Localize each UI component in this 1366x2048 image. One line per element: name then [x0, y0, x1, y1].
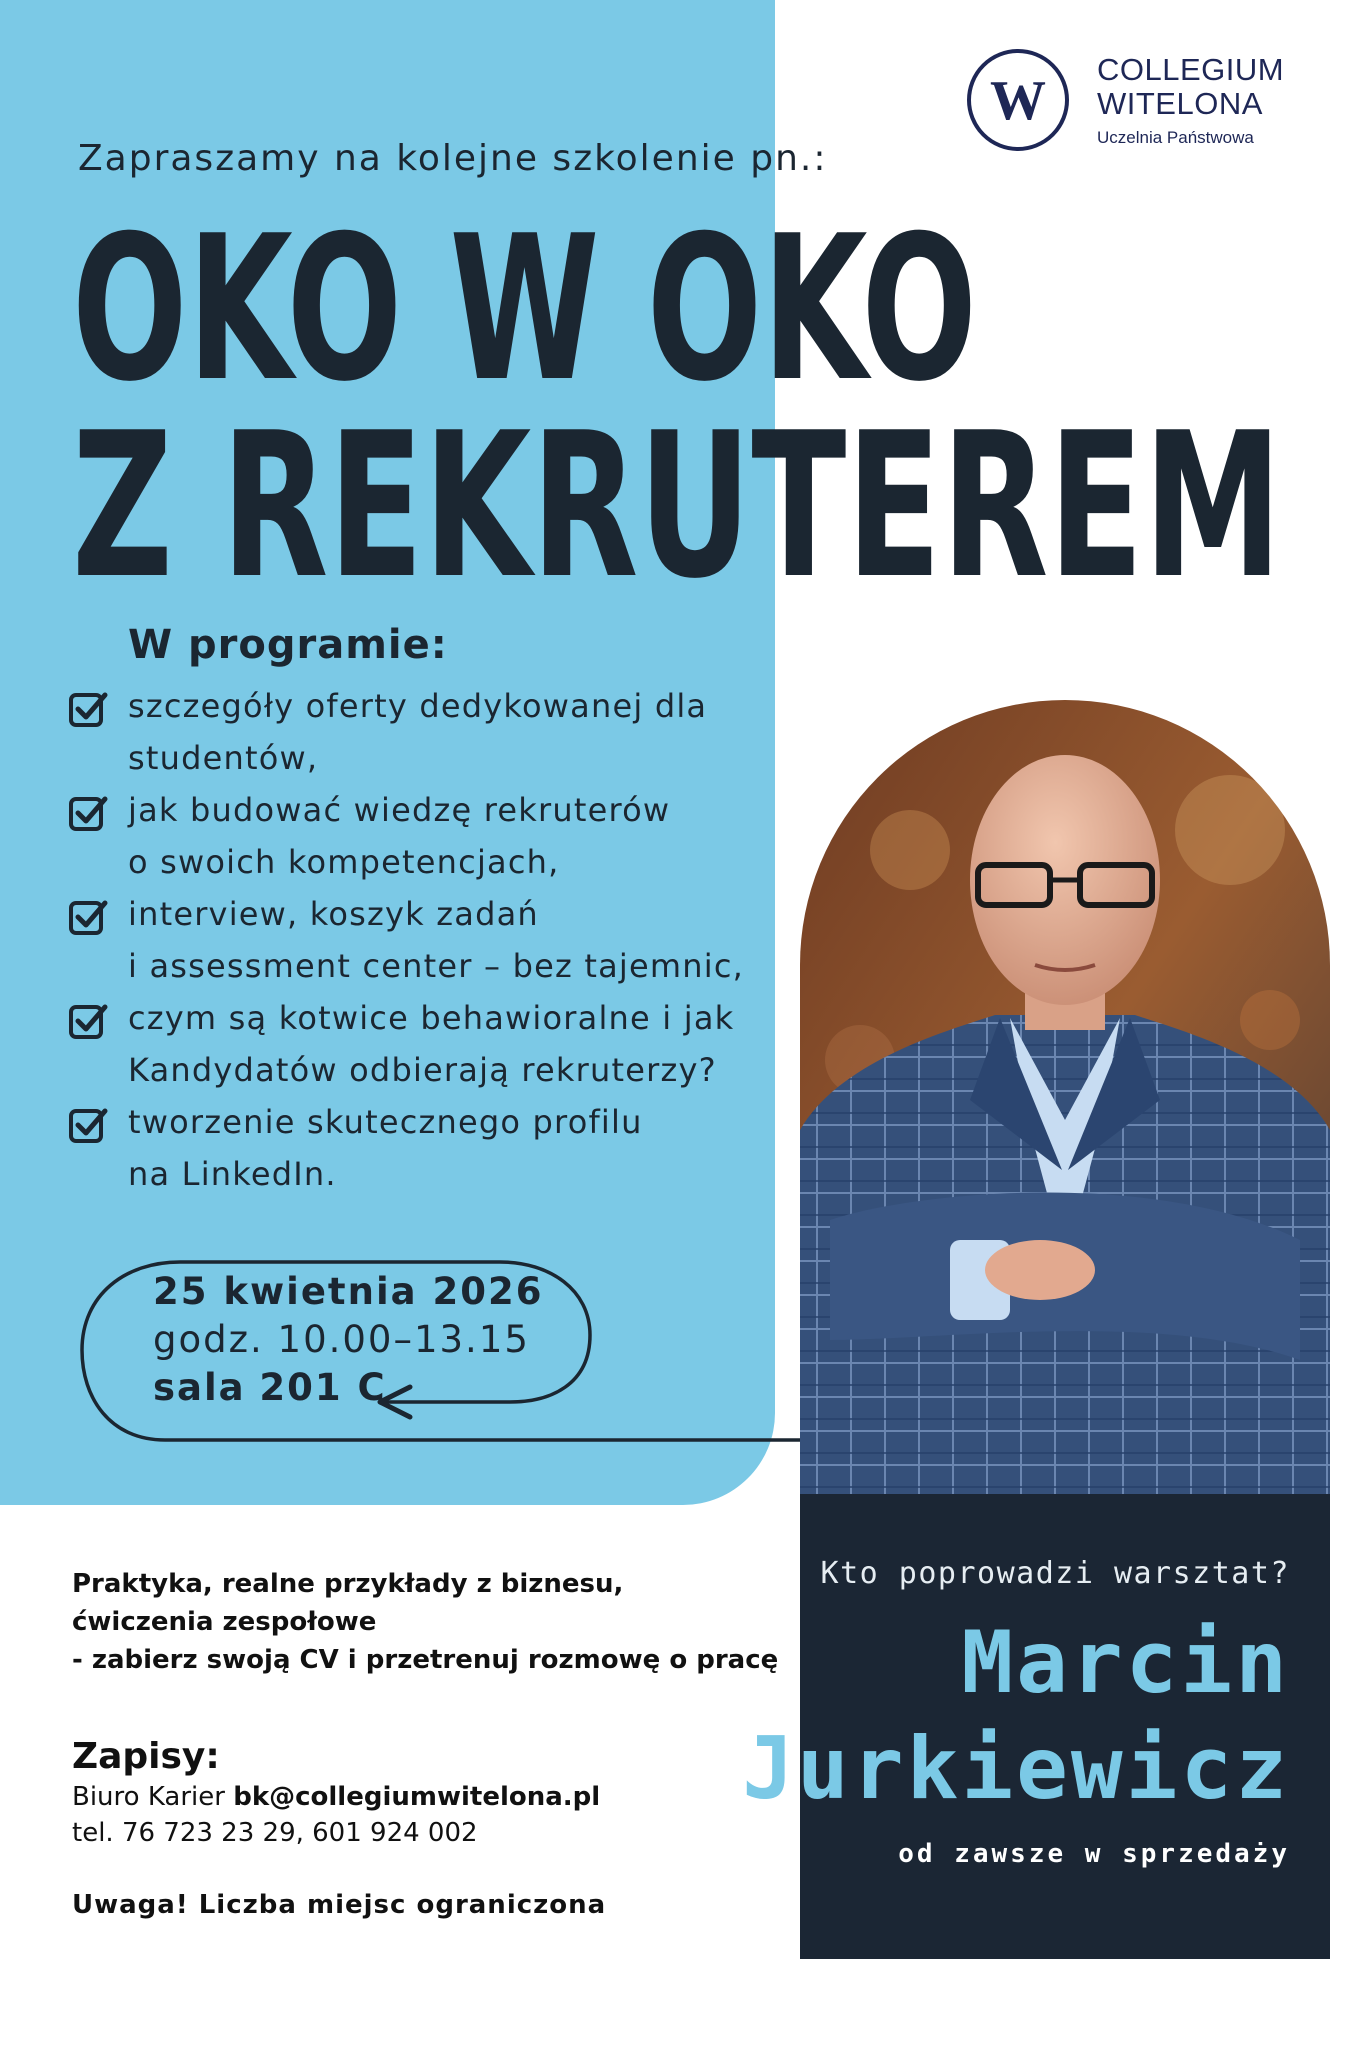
- program-item-text: i assessment center – bez tajemnic,: [128, 947, 745, 985]
- program-item-text: czym są kotwice behawioralne i jak: [128, 999, 735, 1037]
- program-item-text: tworzenie skutecznego profilu: [128, 1103, 643, 1141]
- collegium-witelona-logo: [965, 43, 1295, 153]
- program-item: [68, 680, 744, 784]
- event-hours: godz. 10.00–13.15: [153, 1318, 530, 1361]
- practice-line: Praktyka, realne przykłady z biznesu,: [72, 1569, 624, 1599]
- program-item-text: szczegóły oferty dedykowanej dla: [128, 687, 708, 725]
- signup-heading: Zapisy:: [72, 1736, 220, 1777]
- checkbox-checked-icon: [68, 1106, 108, 1146]
- checkbox-checked-icon: [68, 1002, 108, 1042]
- logo-name-line1: COLLEGIUM: [1097, 52, 1285, 87]
- event-date: 25 kwietnia 2026: [153, 1270, 544, 1313]
- logo-subtitle: Uczelnia Państwowa: [1097, 128, 1254, 147]
- trainer-first-name: Marcin: [961, 1613, 1290, 1713]
- program-item: [68, 1096, 744, 1200]
- program-item-text: interview, koszyk zadań: [128, 895, 539, 933]
- event-info: [153, 1268, 543, 1412]
- title-line-2: Z REKRUTEREM: [72, 390, 1282, 610]
- limited-seats-note: Uwaga! Liczba miejsc ograniczona: [72, 1890, 607, 1920]
- trainer-portrait-image: [800, 700, 1330, 1494]
- trainer-last-name: Jurkiewicz: [742, 1719, 1290, 1819]
- practice-line: ćwiczenia zespołowe: [72, 1607, 377, 1637]
- program-item-text: studentów,: [128, 739, 319, 777]
- trainer-info-box: [742, 1494, 1330, 1959]
- program-item-text: jak budować wiedzę rekruterów: [128, 791, 671, 829]
- signup-section: [72, 1735, 600, 1851]
- signup-phone: tel. 76 723 23 29, 601 924 002: [72, 1818, 478, 1848]
- title-line-1: OKO W OKO: [72, 210, 977, 426]
- checkbox-checked-icon: [68, 690, 108, 730]
- practice-description: [72, 1565, 778, 1679]
- intro-text: Zapraszamy na kolejne szkolenie pn.:: [78, 138, 828, 179]
- practice-line: - zabierz swoją CV i przetrenuj rozmowę o pracę: [72, 1645, 779, 1675]
- program-item-text: Kandydatów odbierają rekruterzy?: [128, 1051, 717, 1089]
- logo-monogram: W: [990, 70, 1046, 132]
- trainer-photo: [800, 700, 1330, 1494]
- program-item-text: na LinkedIn.: [128, 1155, 337, 1193]
- event-title: [0, 210, 1366, 610]
- program-item: [68, 992, 744, 1096]
- program-item: [68, 888, 744, 992]
- trainer-question: Kto poprowadzi warsztat?: [820, 1556, 1290, 1591]
- logo-name-line2: WITELONA: [1097, 86, 1263, 121]
- event-room-number: 201 C: [259, 1366, 387, 1409]
- event-room-label: sala: [153, 1366, 246, 1409]
- signup-email-link[interactable]: bk@collegiumwitelona.pl: [233, 1782, 601, 1812]
- program-list: [68, 680, 744, 1200]
- signup-office: Biuro Karier: [72, 1782, 225, 1812]
- trainer-tagline: od zawsze w sprzedaży: [898, 1839, 1290, 1869]
- checkbox-checked-icon: [68, 898, 108, 938]
- program-heading: W programie:: [128, 622, 448, 668]
- program-item: [68, 784, 744, 888]
- checkbox-checked-icon: [68, 794, 108, 834]
- signup-contact: [72, 1779, 600, 1815]
- program-item-text: o swoich kompetencjach,: [128, 843, 560, 881]
- event-room: [153, 1364, 543, 1412]
- logo-emblem-icon: [965, 47, 1071, 153]
